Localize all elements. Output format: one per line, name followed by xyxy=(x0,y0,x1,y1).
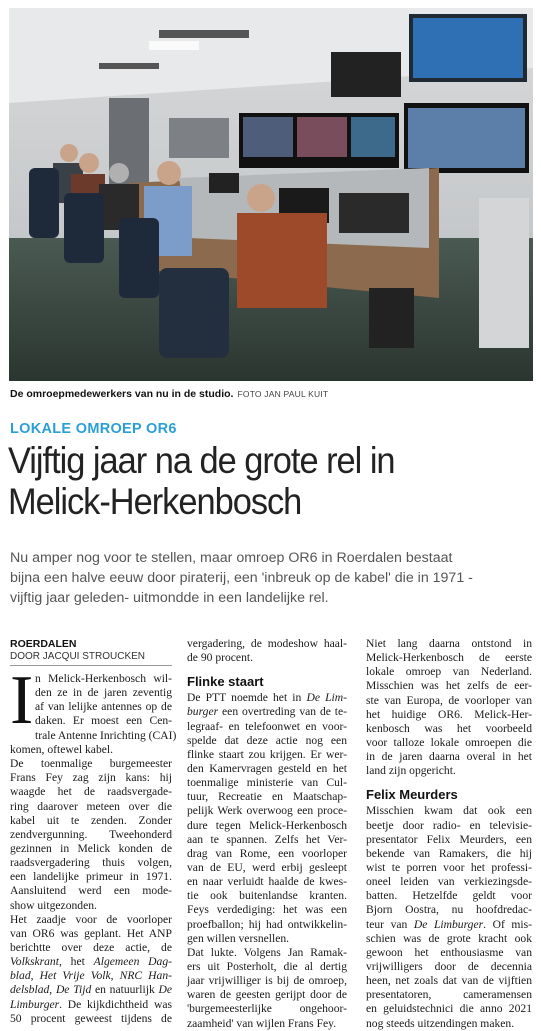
text-line: zaamheid' van wijlen Frans Fey. xyxy=(187,1016,337,1030)
text-line: Aansluitend werd een mode- xyxy=(10,884,172,898)
text-line: burger een overtreding van de te- xyxy=(187,705,347,719)
column-2-text xyxy=(187,691,347,1030)
article-column-1 xyxy=(10,637,177,1026)
text-line: batten. Hetzelfde geldt voor xyxy=(366,889,532,903)
text-line: tie ook buitenlandse kranten. xyxy=(187,889,347,903)
headline-line-1: Vijftig jaar na de grote rel in xyxy=(8,440,395,481)
article-column-3 xyxy=(366,637,532,1031)
text-line: Het zaadje voor de voorloper xyxy=(10,912,172,926)
text-line: De toenmalige burgemeester xyxy=(10,757,172,771)
section-kicker: LOKALE OMROEP OR6 xyxy=(10,421,177,437)
studio-photo xyxy=(9,8,533,381)
text-line: Misschien kwam dat ook een xyxy=(366,804,532,818)
text-line: dure tegen Melick-Herkenbosch xyxy=(187,818,347,832)
column-3-text xyxy=(366,804,532,1030)
text-line: en naar verluidt haalde de kwes- xyxy=(187,875,347,889)
text-line: gen willen versnellen. xyxy=(187,931,290,945)
dateline: ROERDALEN xyxy=(10,638,77,650)
text-line: land zijn opgericht. xyxy=(366,764,456,778)
text-line: De PTT noemde het in De Lim- xyxy=(187,691,348,705)
text-line: het huidige OR6. Melick-Her- xyxy=(366,707,532,721)
text-line: 'burgemeesterlijke ongehoor- xyxy=(187,1002,347,1016)
text-line: en geluidstechnici die anno 2021 xyxy=(366,1002,532,1016)
text-line: schien was de grote kracht ook xyxy=(366,931,532,945)
intro-line-2: bijna een halve eeuw door piraterij, een 'inbreuk op de kabel' die in 1971 - xyxy=(10,570,473,586)
text-line: n Melick-Herkenbosch wil- xyxy=(35,672,172,685)
text-line: in de jaren daarna overal in het xyxy=(366,750,532,764)
subheading-felix-meurders: Felix Meurders xyxy=(366,787,458,803)
text-line: lokale omroep van Nederland. xyxy=(366,665,532,679)
headline-line-2: Melick-Herkenbosch xyxy=(8,481,302,522)
text-line: vergadering, de modeshow haal- xyxy=(187,637,347,650)
text-line: toenmalige ministerie van Cul- xyxy=(187,776,347,790)
text-line: een landelijke primeur in 1971. xyxy=(10,870,172,884)
text-line: bekende van Ramakers, die hij xyxy=(366,846,532,860)
text-line: vrijwilligers door de decennia xyxy=(366,959,532,973)
text-line: Bjorn Oostra, nu hoofdredac- xyxy=(366,903,532,917)
text-line: van OR6 was geplant. Het ANP xyxy=(10,926,172,940)
text-line: 50 procent geweest tijdens de xyxy=(10,1011,172,1025)
text-line: gezinnen in Melick konden de xyxy=(10,841,172,855)
text-line: presentatoren, cameramensen xyxy=(366,988,532,1002)
subheading-flinke-staart: Flinke staart xyxy=(187,674,264,690)
dropcap-lines xyxy=(10,672,177,743)
intro-line-1: Nu amper nog voor te stellen, maar omroep OR6 in Roerdalen bestaat xyxy=(10,550,453,566)
text-line: jaar vrijwilliger is bij de omroep, xyxy=(187,974,347,988)
text-line: proefballon; hij had ontwikkelin- xyxy=(187,917,347,931)
text-line: de 90 procent. xyxy=(187,651,253,665)
text-line: waren de geesten gerijpt door de xyxy=(187,988,347,1002)
text-line: tuur, Recreatie en Maatschap- xyxy=(187,790,347,804)
intro-line-3: vijftig jaar geleden- uitmondde in een landelijke rel. xyxy=(10,590,329,606)
text-line: kabel uit te zenden. Zonder xyxy=(10,813,172,827)
text-line: komen, oftewel kabel. xyxy=(10,743,114,756)
text-line: Dat lukte. Volgens Jan Ramak- xyxy=(187,945,347,959)
text-line: teur van De Limburger. Of mis- xyxy=(366,917,532,931)
text-line: ers uit Posterholt, die al dertig xyxy=(187,959,347,973)
text-line: Feys verdediging: het was een xyxy=(187,903,347,917)
text-line: ste van Europa, de voorloper van xyxy=(366,693,532,707)
photo-caption xyxy=(10,388,530,400)
intro xyxy=(10,548,538,608)
article-column-2 xyxy=(187,637,347,1031)
column-3-top-text xyxy=(366,637,532,778)
text-line: Frans Fey zag zijn kans: hij xyxy=(10,771,172,785)
headline xyxy=(8,440,496,522)
text-line: oneel leiden van verkiezingsde- xyxy=(366,875,532,889)
text-line: flinke staart zou krijgen. Er wer- xyxy=(187,747,347,761)
text-line: blad, Het Vrije Volk, NRC Han- xyxy=(10,969,173,983)
text-line: aan te spannen. Zelfs het Ver- xyxy=(187,832,347,846)
text-line: presentator Felix Meurders, een xyxy=(366,832,532,846)
text-line: zendvergunning. Tweehonderd xyxy=(10,827,172,841)
dropcap: I xyxy=(10,662,34,739)
text-line: nog steeds uitzendingen maken. xyxy=(366,1016,515,1030)
byline: DOOR JACQUI STROUCKEN xyxy=(10,650,172,666)
text-line: heen, net zoals dat van de vijftien xyxy=(366,974,532,988)
text-line: ring daarover meteen over die xyxy=(10,799,172,813)
text-line: berichtte over deze actie, de xyxy=(10,940,172,954)
text-line: beetje door radio- en televisie- xyxy=(366,818,532,832)
text-line: kenbosch was het voorbeeld xyxy=(366,721,532,735)
text-line: voor talloze lokale omroepen die xyxy=(366,735,532,749)
text-line: legraaf- en telefoonwet en voor- xyxy=(187,719,347,733)
photo-credit: FOTO JAN PAUL KUIT xyxy=(237,389,329,399)
text-line: drag van Rome, een voorloper xyxy=(187,846,347,860)
text-line: raadsvergadering thuis volgen, xyxy=(10,856,172,870)
text-line: waagde het de raadsvergade- xyxy=(10,785,172,799)
column-2-top-text xyxy=(187,637,347,665)
dropcap-paragraph xyxy=(10,662,177,743)
column-1-text xyxy=(10,743,172,1026)
text-line: Misschien was het zelfs de eer- xyxy=(366,679,532,693)
text-line: delsblad, De Tijd en natuurlijk De xyxy=(10,983,173,997)
text-line: Limburger. De kijkdichtheid was xyxy=(10,997,172,1011)
text-line: spelde dat deze actie nog een xyxy=(187,733,347,747)
text-line: van de EU, werd erbij gesleept xyxy=(187,860,347,874)
text-line: den ze in de jaren zeventig xyxy=(35,686,172,700)
text-line: gewoon het enthousiasme van xyxy=(366,945,532,959)
text-line: Volkskrant, het Algemeen Dag- xyxy=(10,955,173,969)
text-line: af van lelijke antennes op de xyxy=(35,700,172,714)
text-line: Niet lang daarna ontstond in xyxy=(366,637,532,650)
text-line: pelijk Werk overwoog een proce- xyxy=(187,804,347,818)
text-line: trale Antenne Inrichting (CAI) xyxy=(35,728,177,742)
text-line: Melick-Herkenbosch de eerste xyxy=(366,651,532,665)
caption-text: De omroepmedewerkers van nu in de studio. xyxy=(10,388,234,400)
text-line: show uitgezonden. xyxy=(10,898,97,912)
text-line: den Kamervragen gesteld en het xyxy=(187,761,347,775)
text-line: daken. Er moest een Cen- xyxy=(35,714,172,728)
text-line: wist te porren voor het professi- xyxy=(366,860,532,874)
